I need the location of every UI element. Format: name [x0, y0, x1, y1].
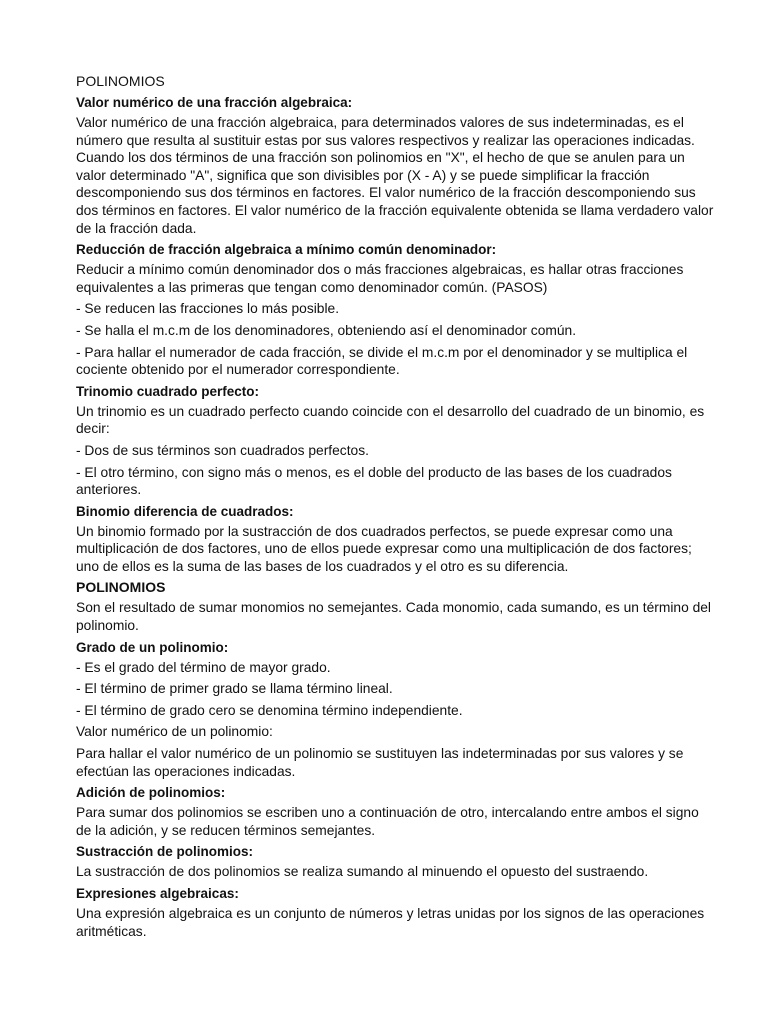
section-paragraph: Valor numérico de un polinomio: [76, 724, 273, 740]
section-heading-expresiones: Expresiones algebraicas: [76, 886, 239, 901]
section-paragraph: Son el resultado de sumar monomios no semejantes. Cada monomio, cada sumando, es un término del polinomio. [76, 600, 712, 634]
section-heading-polinomios: POLINOMIOS [76, 579, 166, 596]
list-item: - Para hallar el numerador de cada fracción, se divide el m.c.m por el denominador y se multiplica el cociente obtenido por el numerador correspondiente. [76, 344, 688, 378]
list-item: - Dos de sus términos son cuadrados perfectos. [76, 442, 369, 458]
document-title: POLINOMIOS [76, 73, 165, 89]
section-paragraph: Un binomio formado por la sustracción de dos cuadrados perfectos, se puede expresar como una multiplicación de dos factores, uno de ellos puede expresar como una multiplicación de dos factores; uno de ellos es la suma de las bases de los cuadrados y el otro es su diferencia. [76, 523, 692, 574]
list-item: - Es el grado del término de mayor grado. [76, 659, 331, 675]
list-item: - El término de grado cero se denomina término independiente. [76, 702, 463, 718]
section-heading-grado-polinomio: Grado de un polinomio: [76, 639, 229, 655]
section-heading-adicion: Adición de polinomios: [76, 785, 226, 801]
list-item: - Se halla el m.c.m de los denominadores, obteniendo así el denominador común. [76, 322, 577, 338]
section-heading-sustraccion: Sustracción de polinomios: [76, 844, 254, 860]
list-item: - El término de primer grado se llama término lineal. [76, 681, 393, 697]
section-heading-trinomio-cuadrado: Trinomio cuadrado perfecto: [76, 383, 260, 399]
section-heading-binomio-diferencia: Binomio diferencia de cuadrados: [76, 503, 294, 519]
section-paragraph: La sustracción de dos polinomios se realiza sumando al minuendo el opuesto del sustraendo. [76, 864, 649, 880]
section-paragraph: Para sumar dos polinomios se escriben uno a continuación de otro, intercalando entre ambos el signo de la adición, y se reducen términos semejantes. [76, 805, 699, 838]
list-item: - El otro término, con signo más o menos, es el doble del producto de las bases de los cuadrados anteriores. [76, 464, 672, 498]
section-paragraph: Reducir a mínimo común denominador dos o más fracciones algebraicas, es hallar otras fracciones equivalentes a las primeras que tengan como denominador común. (PASOS) [76, 262, 684, 295]
section-heading-valor-numerico-fraccion: Valor numérico de una fracción algebraica: [76, 95, 353, 110]
section-paragraph: Una expresión algebraica es un conjunto de números y letras unidas por los signos de las operaciones aritméticas. [76, 906, 705, 939]
section-paragraph: Valor numérico de una fracción algebraica, para determinados valores de sus indeterminadas, es el número que resulta al sustituir estas por sus valores respectivos y realizar las operaciones indicadas. Cuando los dos términos de una fracción son polinomios en "X", el hecho de que se anulen para un valor determinado "A", significa que son divisibles por (X - A) y se puede simplificar la fracción descomponiendo sus dos términos en factores. El valor numérico de la fracción descomponiendo sus dos términos en factores. El valor numérico de la fracción equivalente obtenida se llama verdadero valor de la fracción dada. [76, 115, 714, 236]
document-page [76, 73, 716, 944]
section-paragraph: Para hallar el valor numérico de un polinomio se sustituyen las indeterminadas por sus valores y se efectúan las operaciones indicadas. [76, 746, 684, 779]
section-heading-reduccion-fraccion: Reducción de fracción algebraica a mínimo común denominador: [76, 242, 497, 258]
section-paragraph: Un trinomio es un cuadrado perfecto cuando coincide con el desarrollo del cuadrado de un binomio, es decir: [76, 403, 705, 437]
list-item: - Se reducen las fracciones lo más posible. [76, 301, 340, 317]
